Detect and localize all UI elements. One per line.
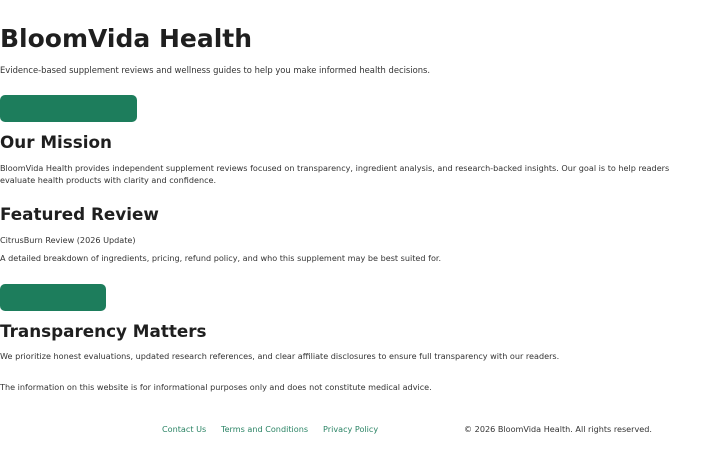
footer-link-privacy[interactable]: Privacy Policy <box>323 424 379 434</box>
featured-review-title: CitrusBurn Review (2026 Update) <box>0 235 136 245</box>
site-tagline: Evidence-based supplement reviews and wellness guides to help you make informed health decisions. <box>0 65 431 75</box>
transparency-text: We prioritize honest evaluations, updated research references, and clear affiliate disclosures to ensure full transparency with our readers. <box>0 351 560 361</box>
hero-cta-button[interactable] <box>0 95 137 122</box>
read-review-button[interactable] <box>0 284 106 311</box>
footer-link-terms[interactable]: Terms and Conditions <box>221 424 309 434</box>
transparency-heading: Transparency Matters <box>0 321 207 341</box>
mission-heading: Our Mission <box>0 132 112 152</box>
site-title: BloomVida Health <box>0 24 253 53</box>
mission-text: BloomVida Health provides independent supplement reviews focused on transparency, ingredient analysis, and research-backed insights. Our goal is to help readers evaluate health products with clarity and confidence. <box>0 163 670 185</box>
medical-disclaimer: The information on this website is for informational purposes only and does not constitute medical advice. <box>0 382 432 392</box>
footer-link-contact[interactable]: Contact Us <box>162 424 207 434</box>
featured-review-heading: Featured Review <box>0 204 159 224</box>
footer-copyright: © 2026 BloomVida Health. All rights reserved. <box>464 424 652 434</box>
featured-review-description: A detailed breakdown of ingredients, pricing, refund policy, and who this supplement may be best suited for. <box>0 253 442 263</box>
